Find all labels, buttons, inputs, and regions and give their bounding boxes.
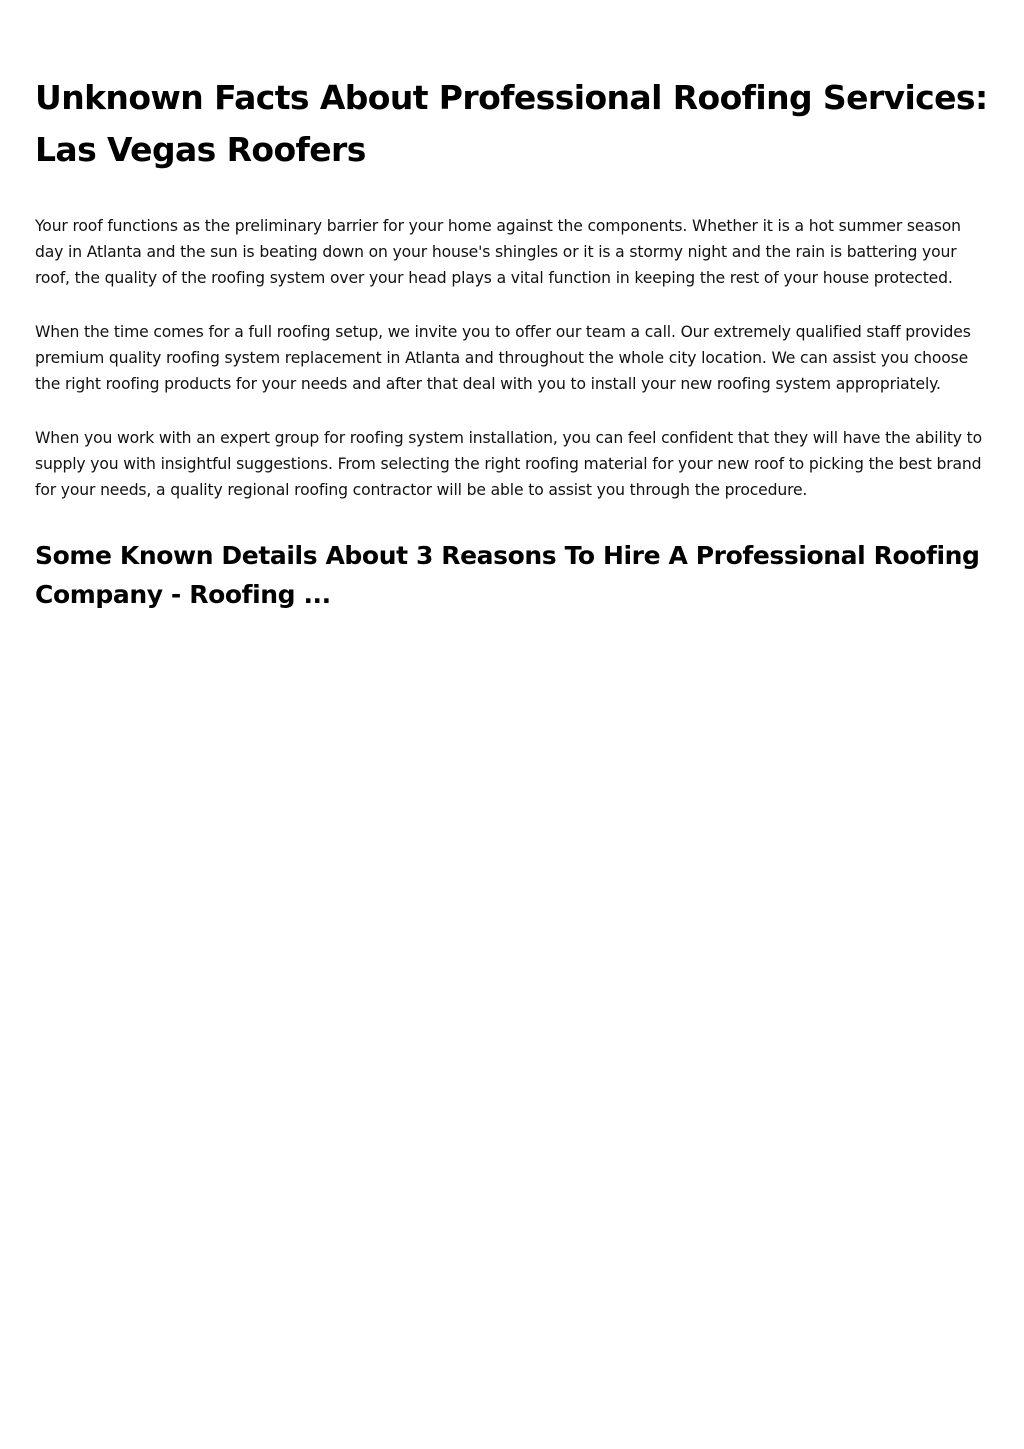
- section-heading-line-1: Some Known Details About 3 Reasons To Hire A Professional Roofing: [35, 541, 980, 570]
- paragraph-2: When the time comes for a full roofing setup, we invite you to offer our team a call. Our extremely qualified staff provides premium quality roofing system replacement in Atlanta and throughout the whole city location. We can assist you choose the right roofing products for your needs and after that deal with you to install your new roofing system appropriately.: [35, 323, 971, 393]
- section-heading: [35, 536, 990, 614]
- page-title: [35, 0, 990, 176]
- paragraph-3: When you work with an expert group for roofing system installation, you can feel confident that they will have the ability to supply you with insightful suggestions. From selecting the right roofing material for your new roof to picking the best brand for your needs, a quality regional roofing contractor will be able to assist you through the procedure.: [35, 429, 983, 499]
- page-title-line-2: Las Vegas Roofers: [35, 130, 366, 169]
- page-title-line-1: Unknown Facts About Professional Roofing Services:: [35, 78, 988, 117]
- section-heading-line-2: Company - Roofing ...: [35, 580, 331, 609]
- paragraph-1: Your roof functions as the preliminary barrier for your home against the components. Whether it is a hot summer season day in Atlanta and the sun is beating down on your house's shingles or it is a stormy night and the rain is battering your roof, the quality of the roofing system over your head plays a vital function in keeping the rest of your house protected.: [35, 217, 961, 287]
